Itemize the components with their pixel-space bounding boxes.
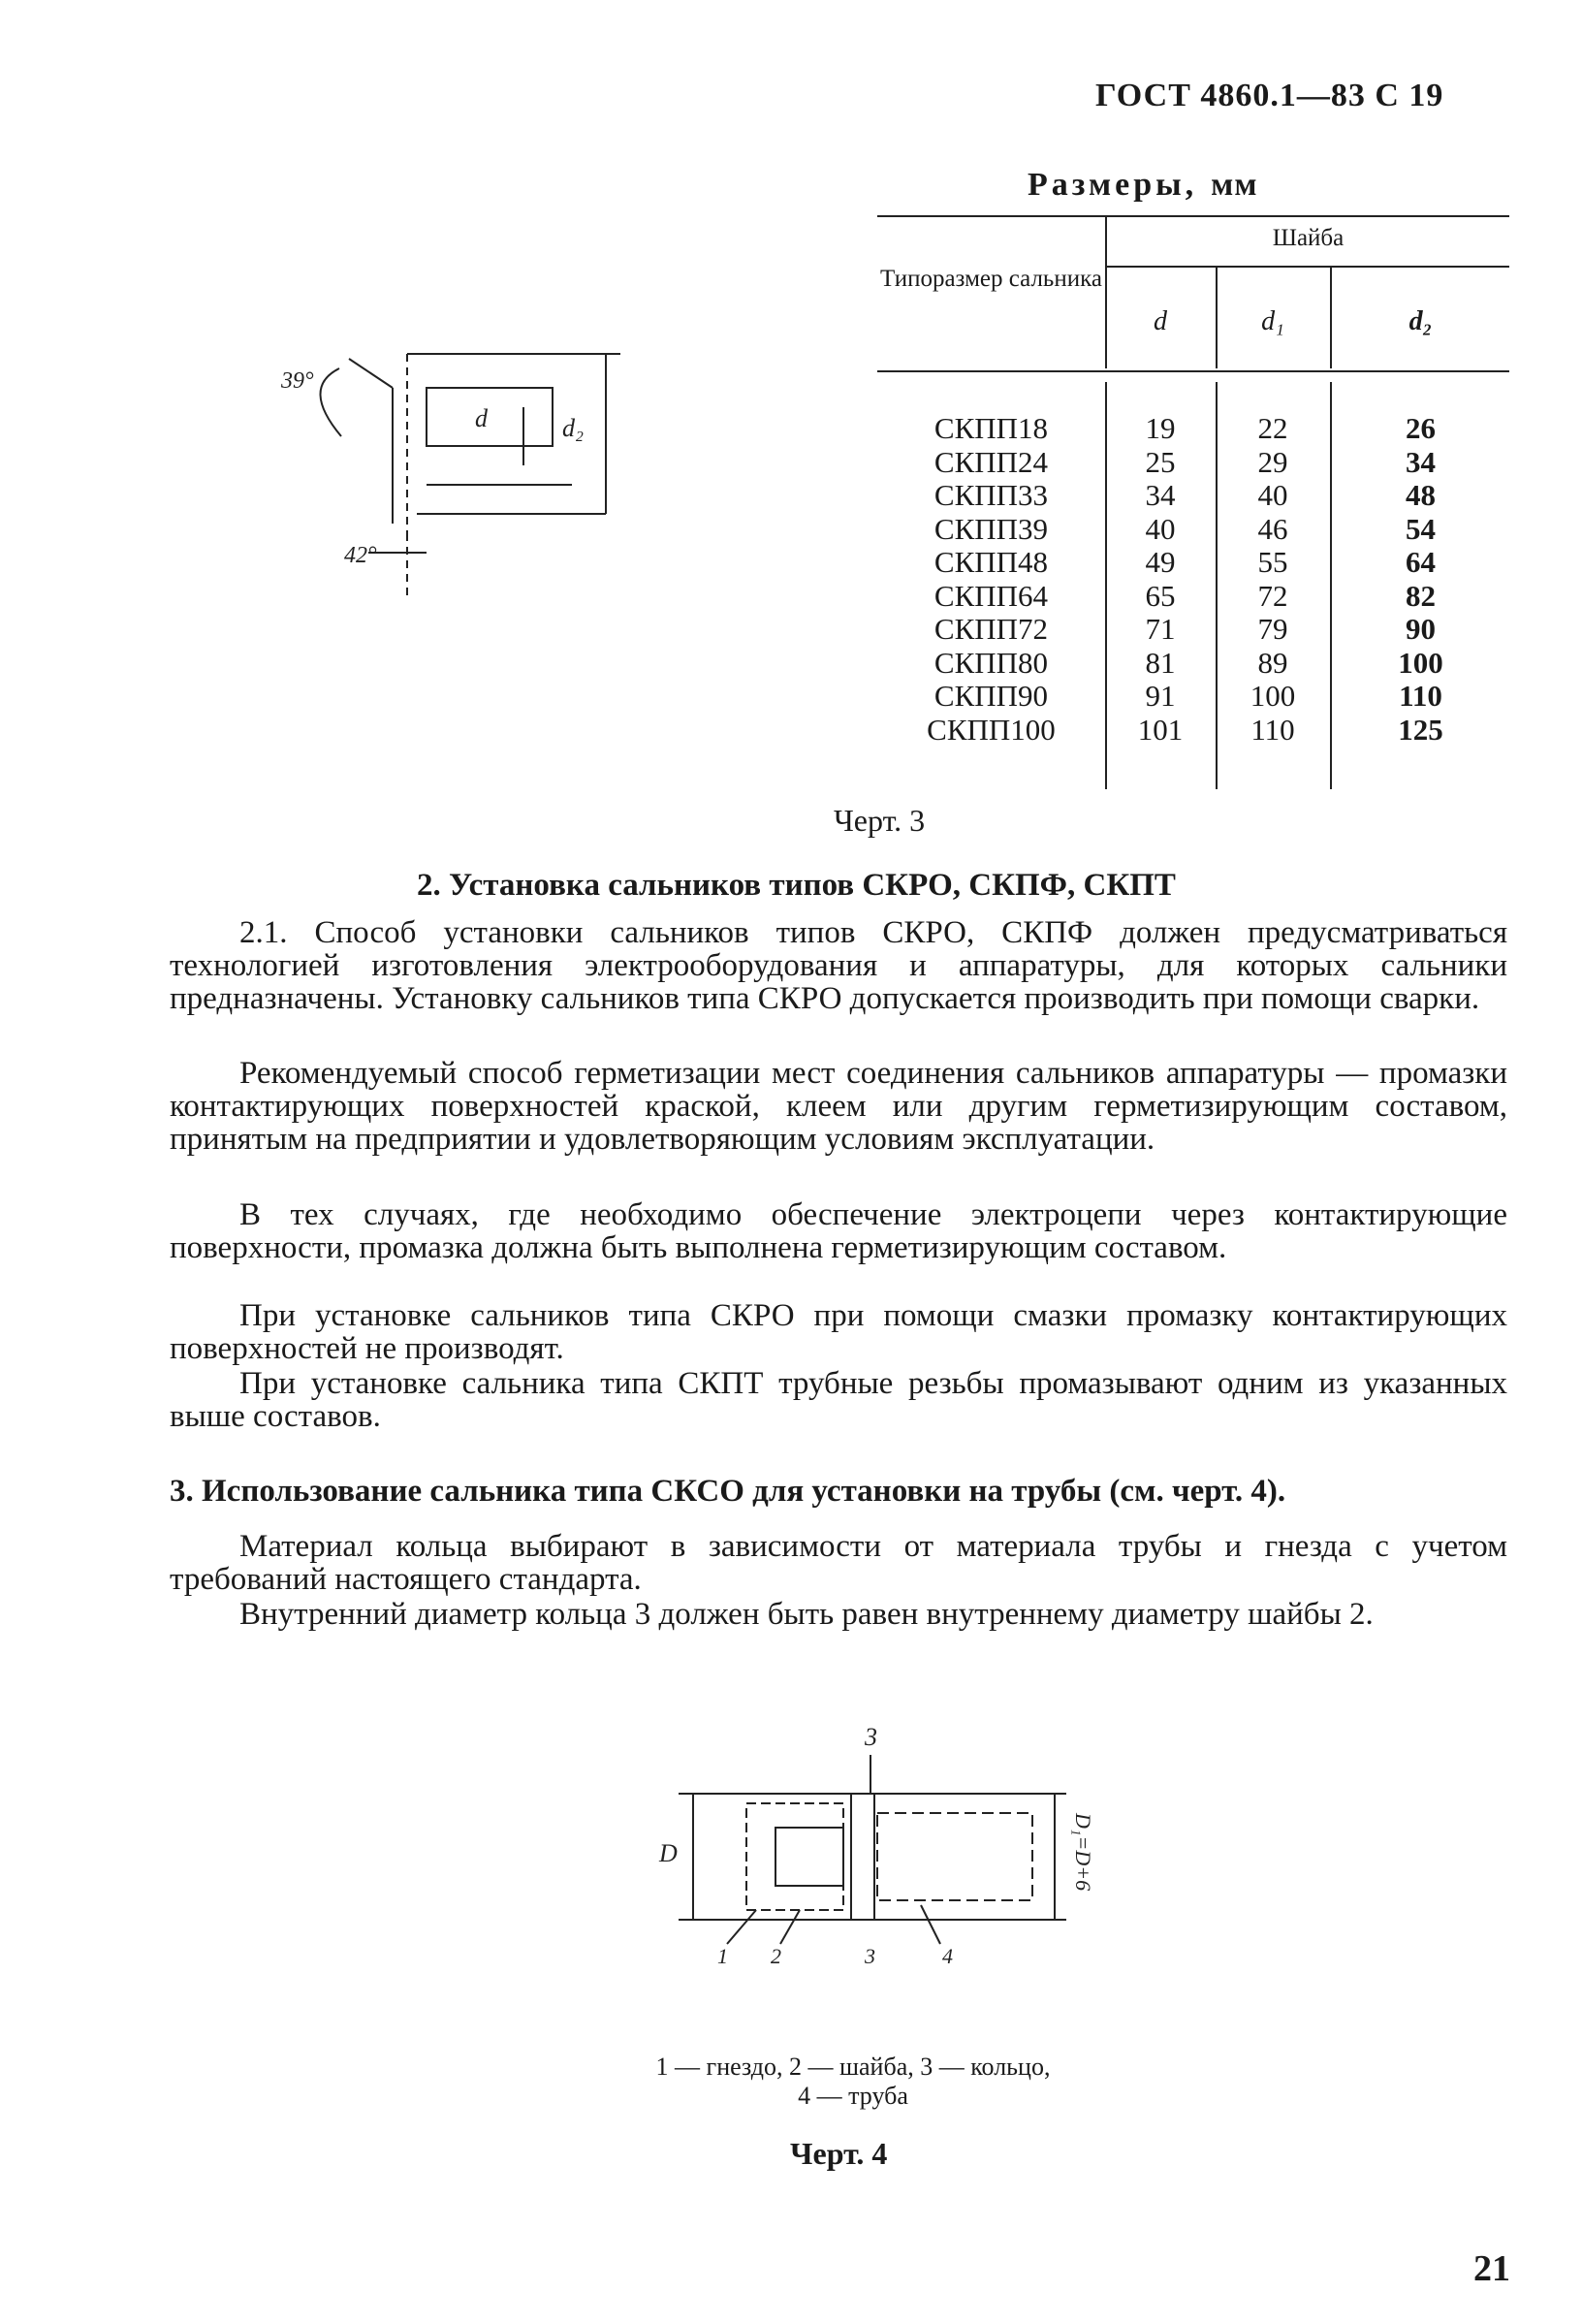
- cell-d: 65: [1145, 578, 1176, 613]
- table-header-d1: d₁: [1261, 306, 1284, 336]
- cell-d1: 72: [1257, 578, 1288, 613]
- table-group-rule: [1107, 266, 1509, 268]
- cell-d1: 29: [1257, 444, 1288, 479]
- label-3-top: 3: [865, 1723, 877, 1751]
- table-header-type: Типоразмер сальника: [880, 266, 1102, 292]
- cell-d1: 79: [1257, 612, 1288, 646]
- cell-d2: 48: [1406, 478, 1436, 512]
- cell-type: СКПП33: [933, 478, 1049, 512]
- washer-rect: [427, 388, 553, 446]
- cell-d2: 110: [1399, 679, 1442, 713]
- cell-d: 25: [1145, 444, 1176, 479]
- cell-type: СКПП48: [933, 545, 1049, 579]
- nest-part: [746, 1803, 843, 1910]
- cell-type: СКПП90: [933, 679, 1049, 713]
- cell-d2: 100: [1398, 645, 1443, 680]
- cell-d2: 125: [1398, 712, 1443, 747]
- cell-type: СКПП100: [927, 712, 1056, 747]
- section-2-paragraph-1: 2.1. Способ установки сальников типов СКРО, СКПФ должен предусматриваться технологией изготовления электрооборудования и аппаратуры, для которых сальники предназначены. Установку сальников типа СКРО допускается производить при помощи сварки.: [170, 915, 1507, 1016]
- figure-4-caption: Черт. 4: [790, 2136, 888, 2171]
- cell-d: 49: [1145, 545, 1176, 579]
- label-d: d: [475, 404, 488, 432]
- table-row: [877, 478, 1509, 512]
- table-caption-unit: мм: [1211, 167, 1258, 203]
- drawing-4: [640, 1716, 1105, 2017]
- cell-d: 71: [1145, 612, 1176, 646]
- cell-type: СКПП80: [933, 645, 1049, 680]
- table-row: [877, 579, 1509, 613]
- label-d2: d₂: [562, 414, 585, 442]
- section-2-title: 2. Установка сальников типов СКРО, СКПФ, СКПТ: [417, 868, 1176, 903]
- section-2-paragraph-4: При установке сальников типа СКРО при помощи смазки промазку контактирующих поверхностей не производят.: [170, 1298, 1507, 1366]
- legend-line-1: 1 — гнездо, 2 — шайба, 3 — кольцо,: [655, 2053, 1051, 2081]
- table-header-d: d: [1154, 306, 1167, 336]
- chamfer-line: [349, 359, 393, 388]
- table-row: [877, 512, 1509, 546]
- cell-d1: 100: [1250, 679, 1296, 713]
- cell-d1: 40: [1257, 478, 1288, 512]
- angle-bottom-label: 42°: [344, 543, 377, 568]
- leader-1: [727, 1910, 756, 1944]
- section-3-paragraph-2: Внутренний диаметр кольца 3 должен быть равен внутреннему диаметру шайбы 2.: [239, 1597, 1374, 1632]
- section-2-paragraph-2: Рекомендуемый способ герметизации мест соединения сальников аппаратуры — промазки контактирующих поверхностей краской, клеем или другим герметизирующим составом, принятым на предприятии и удовлетворяющим условиям эксплуатации.: [170, 1056, 1507, 1157]
- table-row: [877, 545, 1509, 579]
- cell-type: СКПП18: [933, 411, 1049, 445]
- leader-4: [921, 1905, 940, 1944]
- legend-line-2: 4 — труба: [798, 2082, 908, 2110]
- table-header-washer: Шайба: [1272, 225, 1345, 251]
- angle-top-label: 39°: [281, 368, 314, 394]
- label-D1: D₁=D+6: [1071, 1813, 1095, 1892]
- cell-d1: 55: [1257, 545, 1288, 579]
- table-row: [877, 646, 1509, 680]
- cell-d: 91: [1145, 679, 1176, 713]
- cell-type: СКПП24: [933, 444, 1049, 479]
- table-caption-text: Размеры,: [1028, 167, 1198, 203]
- label-3: 3: [865, 1944, 875, 1968]
- table-top-rule: [877, 215, 1509, 217]
- drawing-3: [271, 330, 640, 621]
- section-2-paragraph-3: В тех случаях, где необходимо обеспечение электроцепи через контактирующие поверхности, промазка должна быть выполнена герметизирующим составом.: [170, 1197, 1507, 1265]
- dimensions-table: [877, 215, 1509, 797]
- cell-d: 34: [1145, 478, 1176, 512]
- cell-d: 40: [1145, 511, 1176, 546]
- angle-arc-top: [320, 368, 341, 436]
- section-3-paragraph-1: Материал кольца выбирают в зависимости от материала трубы и гнезда с учетом требований настоящего стандарта.: [170, 1529, 1507, 1597]
- drawing-3-svg: [271, 330, 640, 621]
- page-number: 21: [1473, 2248, 1510, 2289]
- cell-type: СКПП72: [933, 612, 1049, 646]
- washer-part: [775, 1828, 843, 1886]
- cell-d1: 22: [1257, 411, 1288, 445]
- figure-4-legend: [582, 2053, 1124, 2111]
- document-header: ГОСТ 4860.1—83 С 19: [1095, 78, 1444, 113]
- cell-d: 101: [1137, 712, 1184, 747]
- cell-d2: 64: [1406, 545, 1436, 579]
- ring-part: [851, 1794, 874, 1920]
- cell-d2: 34: [1406, 444, 1436, 479]
- table-row: [877, 612, 1509, 646]
- cell-d2: 54: [1406, 511, 1436, 546]
- table-row: [877, 445, 1509, 479]
- cell-d1: 46: [1257, 511, 1288, 546]
- section-2-paragraph-5: При установке сальника типа СКПТ трубные резьбы промазывают одним из указанных выше составов.: [170, 1366, 1507, 1434]
- label-4: 4: [942, 1944, 953, 1968]
- table-header-d2: d₂: [1408, 306, 1433, 336]
- cell-d: 19: [1145, 411, 1176, 445]
- table-header-rule: [877, 370, 1509, 372]
- cell-d1: 110: [1250, 712, 1295, 747]
- cell-d2: 26: [1406, 411, 1436, 445]
- section-3-title: 3. Использование сальника типа СКСО для установки на трубы (см. черт. 4).: [170, 1474, 1286, 1509]
- cell-d1: 89: [1257, 645, 1288, 680]
- table-row: [877, 679, 1509, 713]
- table-row: [877, 713, 1509, 747]
- leader-2: [780, 1910, 800, 1944]
- cell-type: СКПП64: [933, 578, 1049, 613]
- figure-3-caption: Черт. 3: [834, 803, 926, 838]
- table-caption: [1028, 167, 1257, 204]
- drawing-4-svg: [640, 1716, 1105, 2017]
- cell-d2: 90: [1406, 612, 1436, 646]
- cell-d2: 82: [1406, 578, 1436, 613]
- cell-d: 81: [1145, 645, 1176, 680]
- pipe-part: [877, 1813, 1032, 1900]
- label-1: 1: [717, 1944, 728, 1968]
- cell-type: СКПП39: [933, 511, 1049, 546]
- label-D: D: [659, 1839, 678, 1867]
- label-2: 2: [771, 1944, 781, 1968]
- table-row: [877, 411, 1509, 445]
